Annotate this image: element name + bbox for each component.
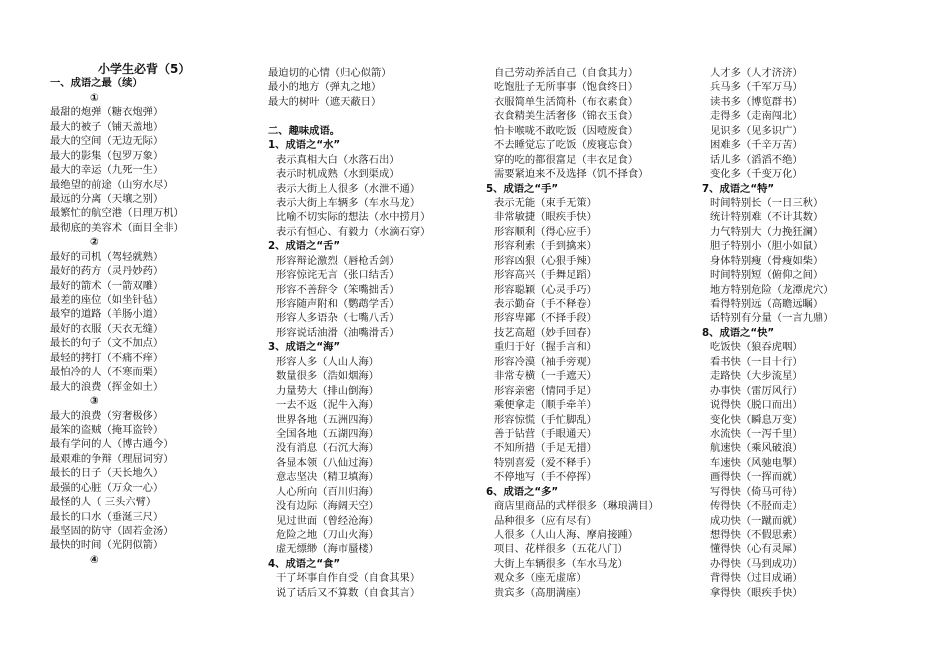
section-heading: 6、成语之“多” (486, 485, 559, 498)
idiom-line: 形容人多语杂（七嘴八舌） (276, 312, 400, 325)
idiom-line: 贵宾多（高朋满座） (494, 586, 587, 599)
idiom-line: 形容卑鄙（不择手段） (494, 312, 597, 325)
idiom-line: 比喻不切实际的想法（水中捞月） (276, 211, 431, 224)
idiom-line: 最怪的人（ 三头六臂） (50, 496, 157, 509)
idiom-line: 形容不善辞令（笨嘴拙舌） (276, 283, 400, 296)
idiom-line: 形容惊慌（手忙脚乱） (494, 413, 597, 426)
idiom-line: 商店里商品的式样很多（琳琅满目） (494, 500, 659, 513)
column-2 (268, 66, 478, 600)
idiom-line: 干了坏事自作自受（自食其果） (276, 572, 421, 585)
idiom-line: 地方特别危险（龙潭虎穴） (710, 283, 834, 296)
idiom-line: 人才多（人才济济） (710, 67, 803, 79)
idiom-line: 车速快（风驰电掣） (710, 456, 803, 469)
idiom-line: 最好的司机（驾轻就熟） (50, 250, 164, 263)
idiom-line: 最大的空间（无边无际） (50, 135, 164, 148)
idiom-line: 最远的分离（天壤之别） (50, 192, 164, 205)
idiom-line: 最小的地方（弹丸之地） (268, 81, 382, 94)
idiom-line: 话特别有分量（一言九鼎） (710, 312, 834, 325)
idiom-line: 最好的箭术（一箭双雕） (50, 279, 164, 292)
idiom-line: 变化快（瞬息万变） (710, 413, 803, 426)
idiom-line: 最大的被子（铺天盖地） (50, 120, 164, 133)
idiom-line: 最大的影集（包罗万象） (50, 149, 164, 162)
idiom-line: 形容利索（手到擒来） (494, 240, 597, 253)
idiom-line: 最好的衣服（天衣无缝） (50, 322, 164, 335)
idiom-line: 自己劳动养活自己（自食其力） (494, 67, 639, 79)
idiom-line: 吃饱肚子无所事事（饱食终日） (494, 81, 639, 94)
idiom-line: 人心所向（百川归海） (276, 485, 379, 498)
idiom-line: 各显本领（八仙过海） (276, 456, 379, 469)
idiom-line: 办事快（雷厉风行） (710, 384, 803, 397)
section-heading: 7、成语之“特” (702, 182, 775, 195)
idiom-line: 不去睡觉忘了吃饭（废寝忘食） (494, 139, 639, 152)
section-heading: 一、成语之最（续） (50, 77, 143, 90)
idiom-line: 最好的药方（灵丹妙药） (50, 265, 164, 278)
idiom-line: 善于钻营（手眼通天） (494, 427, 597, 440)
idiom-line: 需要紧迫来不及选择（饥不择食） (494, 168, 649, 181)
idiom-line: 最绝望的前途（山穷水尽） (50, 178, 174, 191)
idiom-line: 身体特别瘦（骨瘦如柴） (710, 254, 824, 267)
idiom-line: 胆子特别小（胆小如鼠） (710, 240, 824, 253)
idiom-line: 最彻底的美容术（面目全非） (50, 221, 184, 234)
idiom-line: 非常敏捷（眼疾手快） (494, 211, 597, 224)
idiom-line: 写得快（倚马可待） (710, 485, 803, 498)
idiom-line: 最大的幸运（九死一生） (50, 164, 164, 177)
idiom-line: 走路快（大步流星） (710, 370, 803, 383)
idiom-line: 想得快（不假思索） (710, 529, 803, 541)
idiom-line: 最怕冷的人（不寒而栗） (50, 366, 164, 379)
idiom-line: 形容顺利（得心应手） (494, 225, 597, 238)
idiom-line: 表示大街上人很多（水泄不通） (276, 182, 421, 195)
idiom-line: 水流快（一泻千里） (710, 427, 803, 440)
page-title: 小学生必背（5） (98, 62, 191, 76)
idiom-line: 最长的口水（垂涎三尺） (50, 510, 164, 523)
idiom-line: 形容冷漠（袖手旁观） (494, 355, 597, 368)
section-heading: 1、成语之“水” (268, 139, 341, 152)
idiom-line: 困难多（千辛万苦） (710, 139, 803, 152)
idiom-line: 最轻的拷打（不痛不痒） (50, 351, 164, 364)
idiom-line: 变化多（千变万化） (710, 168, 803, 181)
section-heading: 8、成语之“快” (702, 326, 775, 339)
idiom-line: 观众多（座无虚席） (494, 572, 587, 585)
idiom-line: 最快的时间（光阴似箭） (50, 539, 164, 552)
idiom-line: 时间特别长（一日三秋） (710, 196, 824, 209)
idiom-line: 表示真相大白（水落石出） (276, 153, 400, 166)
idiom-line: 话儿多（滔滔不绝） (710, 153, 803, 166)
idiom-line: 最大的浪费（挥金如土） (50, 380, 164, 393)
idiom-line: 吃饭快（狼吞虎咽） (710, 341, 803, 354)
idiom-line: 兵马多（千军万马） (710, 81, 803, 94)
idiom-line: 形容人多（人山人海） (276, 355, 379, 368)
idiom-line: 成功快（一蹴而就） (710, 514, 803, 527)
idiom-line: 形容高兴（手舞足蹈） (494, 269, 597, 282)
blank-line (268, 109, 478, 123)
idiom-line: 见过世面（曾经沧海） (276, 514, 379, 527)
idiom-line: 形容聪颖（心灵手巧） (494, 283, 597, 296)
idiom-line: 读书多（博览群书） (710, 95, 803, 108)
idiom-line: 表示大街上车辆多（车水马龙） (276, 196, 421, 209)
idiom-line: 看得特别远（高瞻远瞩） (710, 298, 824, 310)
idiom-line: 形容惊诧无言（张口结舌） (276, 269, 400, 282)
idiom-line: 说得快（脱口而出） (710, 399, 803, 412)
idiom-line: 形容凶狠（心狠手辣） (494, 254, 597, 267)
idiom-line: 全国各地（五湖四海） (276, 427, 379, 440)
idiom-line: 走得多（走南闯北） (710, 110, 803, 123)
idiom-line: 航速快（乘风破浪） (710, 442, 803, 455)
idiom-line: 力量势大（排山倒海） (276, 384, 379, 397)
idiom-line: 最笨的盗贼（掩耳盗铃） (50, 423, 164, 436)
idiom-line: 最迫切的心情（归心似箭） (268, 67, 392, 79)
idiom-line: 最大的树叶（遮天蔽日） (268, 95, 382, 108)
idiom-line: 统计特别难（不计其数） (710, 211, 824, 224)
idiom-line: 见识多（见多识广） (710, 124, 803, 137)
section-heading: 5、成语之“手” (486, 182, 559, 195)
idiom-line: 最繁忙的航空港（日理万机） (50, 207, 184, 220)
idiom-line: 形容随声附和（鹦鹉学舌） (276, 298, 400, 310)
idiom-line: 乘便拿走（顺手牵羊） (494, 399, 597, 412)
idiom-line: 画得快（一挥而就） (710, 471, 803, 484)
column-1 (50, 62, 250, 567)
idiom-line: 表示时机成熟（水到渠成） (276, 168, 400, 181)
idiom-line: 没有消息（石沉大海） (276, 442, 379, 455)
idiom-line: 拿得快（眼疾手快） (710, 586, 803, 599)
idiom-line: 大街上车辆很多（车水马龙） (494, 557, 628, 570)
idiom-line: 最有学问的人（博古通今） (50, 438, 174, 451)
idiom-line: 世界各地（五洲四海） (276, 413, 379, 426)
idiom-line: 重归于好（握手言和） (494, 341, 597, 354)
idiom-line: 人很多（人山人海、摩肩接踵） (494, 529, 639, 541)
idiom-line: 最强的心脏（万众一心） (50, 481, 164, 494)
idiom-line: 衣食精美生活奢侈（锦衣玉食） (494, 110, 639, 123)
idiom-line: 形容亲密（情同手足） (494, 384, 597, 397)
idiom-line: 衣服简单生活简朴（布衣素食） (494, 95, 639, 108)
idiom-line: 最艰难的争辩（理屈词穷） (50, 452, 174, 465)
idiom-line: 一去不返（泥牛入海） (276, 399, 379, 412)
idiom-line: 最坚固的防守（固若金汤） (50, 525, 174, 537)
idiom-line: 怕卡喉咙不敢吃饭（因噎废食） (494, 124, 639, 137)
group-number: ① (90, 91, 99, 104)
idiom-line: 非常专横（一手遮天） (494, 370, 597, 383)
idiom-line: 最差的座位（如坐针毡） (50, 294, 164, 306)
idiom-line: 意志坚决（精卫填海） (276, 471, 379, 484)
idiom-line: 品种很多（应有尽有） (494, 514, 597, 527)
idiom-line: 项目、花样很多（五花八门） (494, 543, 628, 556)
idiom-line: 不知所措（手足无措） (494, 442, 597, 455)
idiom-line: 表示勤奋（手不释卷） (494, 298, 597, 310)
idiom-line: 最长的日子（天长地久） (50, 467, 164, 480)
column-4 (702, 66, 902, 600)
section-heading: 3、成语之“海” (268, 341, 341, 354)
idiom-line: 看书快（一目十行） (710, 355, 803, 368)
idiom-line: 懂得快（心有灵犀） (710, 543, 803, 556)
column-3 (486, 66, 691, 600)
idiom-line: 穿的吃的都很富足（丰衣足食） (494, 153, 639, 166)
idiom-line: 没有边际（海阔天空） (276, 500, 379, 513)
idiom-line: 特别喜爱（爱不释手） (494, 456, 597, 469)
idiom-line: 表示无能（束手无策） (494, 196, 597, 209)
idiom-line: 背得快（过目成诵） (710, 572, 803, 585)
idiom-line: 力气特别大（力挽狂澜） (710, 225, 824, 238)
idiom-line: 最大的浪费（穷奢极侈） (50, 409, 164, 422)
section-heading: 2、成语之“舌” (268, 240, 341, 253)
idiom-line: 办得快（马到成功） (710, 557, 803, 570)
idiom-line: 表示有恒心、有毅力（水滴石穿） (276, 225, 431, 238)
idiom-line: 技艺高超（妙手回春） (494, 326, 597, 339)
idiom-line: 最长的句子（文不加点） (50, 337, 164, 350)
idiom-line: 最窄的道路（羊肠小道） (50, 308, 164, 321)
idiom-line: 形容辩论激烈（唇枪舌剑） (276, 254, 400, 267)
group-number: ② (90, 236, 99, 249)
idiom-line: 不停地写（手不停挥） (494, 471, 597, 484)
idiom-line: 时间特别短（俯仰之间） (710, 269, 824, 282)
idiom-line: 传得快（不胫而走） (710, 500, 803, 513)
idiom-line: 形容说话油滑（油嘴滑舌） (276, 326, 400, 339)
group-number: ③ (90, 395, 99, 408)
group-number: ④ (90, 553, 99, 566)
idiom-line: 说了话后又不算数（自食其言） (276, 586, 421, 599)
idiom-line: 危险之地（刀山火海） (276, 529, 379, 541)
section-heading: 4、成语之“食” (268, 557, 341, 570)
idiom-line: 虚无缥缈（海市蜃楼） (276, 543, 379, 556)
idiom-line: 最甜的炮弹（糖衣炮弹） (50, 106, 164, 119)
section-heading: 二、趣味成语。 (268, 124, 341, 137)
idiom-line: 数量很多（浩如烟海） (276, 370, 379, 383)
